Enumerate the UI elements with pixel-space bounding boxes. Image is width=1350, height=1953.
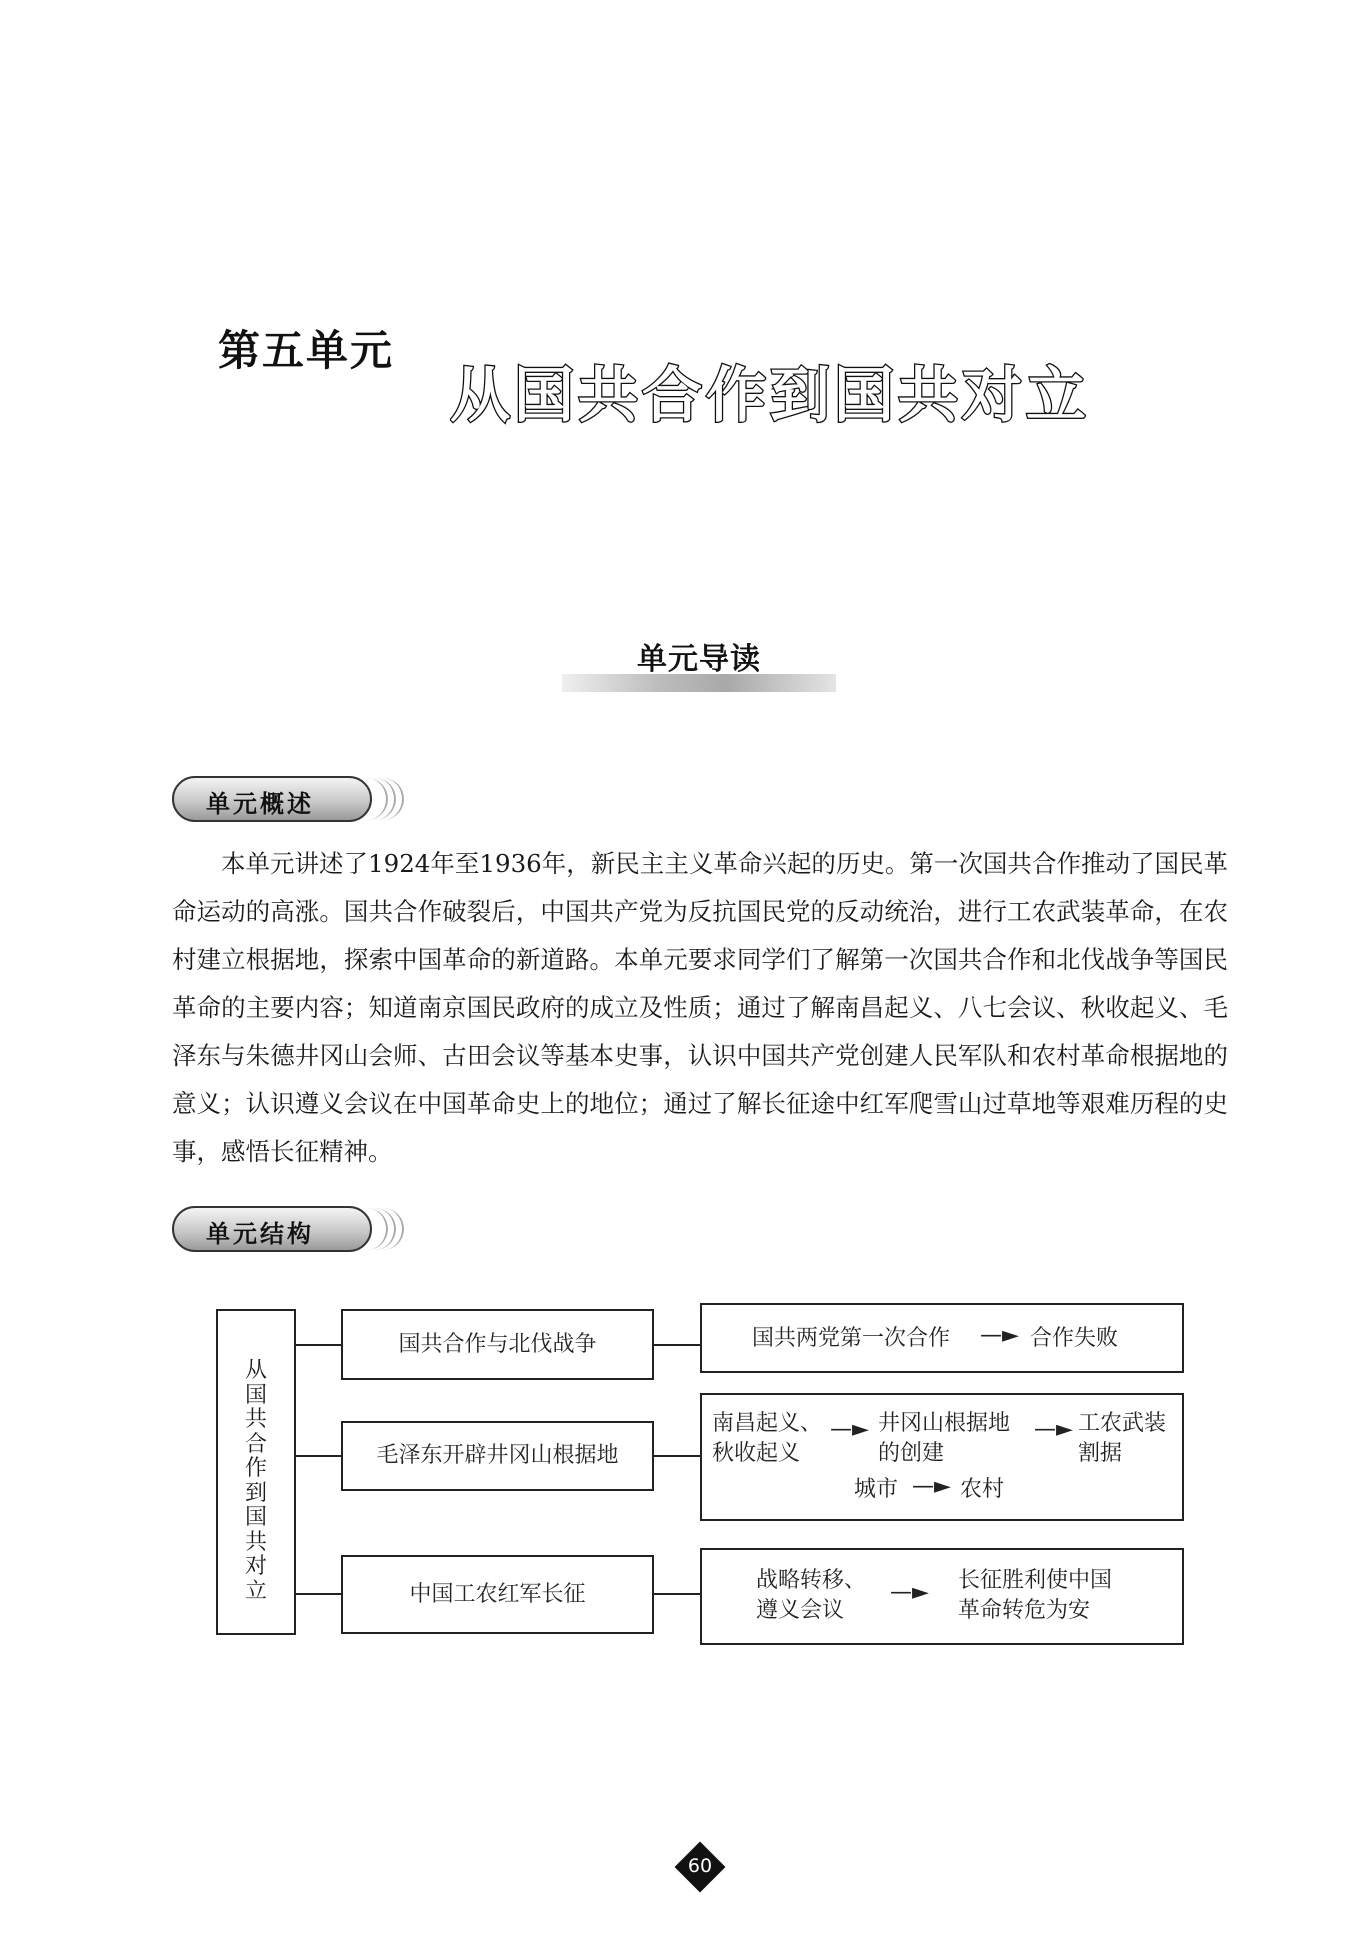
arrow-icon: —► (1034, 1417, 1073, 1442)
detail-step-2 (878, 1409, 1010, 1469)
branch-box-2 (341, 1421, 654, 1491)
page-number: 60 (687, 1855, 713, 1877)
overview-text (172, 840, 1228, 1176)
detail-line: 长征胜利使中国 (958, 1568, 1113, 1593)
arrow-icon: —► (980, 1323, 1019, 1348)
root-char: 合 (244, 1431, 267, 1457)
connector-line (654, 1344, 700, 1346)
connector-line (296, 1344, 342, 1346)
page-number-badge (676, 1843, 724, 1891)
structure-root-box (216, 1309, 296, 1635)
connector-line (654, 1455, 700, 1457)
structure-tab (172, 1206, 402, 1256)
detail-line: 遵义会议 (756, 1598, 845, 1623)
detail-line: 秋收起义 (712, 1441, 801, 1466)
detail-box-2 (700, 1393, 1184, 1521)
detail-line: 的创建 (878, 1441, 945, 1466)
overview-paragraph: 本单元讲述了1924年至1936年，新民主主义革命兴起的历史。第一次国共合作推动了国民革命运动的高涨。国共合作破裂后，中国共产党为反抗国民党的反动统治，进行工农武装革命，在农村建立根据地，探索中国革命的新道路。本单元要求同学们了解第一次国共合作和北伐战争等国民革命的主要内容；知道南京国民政府的成立及性质；通过了解南昌起义、八七会议、秋收起义、毛泽东与朱德井冈山会师、古田会议等基本史事，认识中国共产党创建人民军队和农村革命根据地的意义；认识遵义会议在中国革命史上的地位；通过了解长征途中红军爬雪山过草地等艰难历程的史事，感悟长征精神。 (172, 849, 1228, 1166)
connector-line (296, 1593, 342, 1595)
root-char: 国 (244, 1505, 267, 1530)
detail-line: 南昌起义、 (712, 1411, 823, 1436)
path-from: 城市 (854, 1477, 899, 1502)
branch-label: 中国工农红军长征 (409, 1581, 586, 1607)
detail-line: 工农武装 (1078, 1411, 1167, 1436)
branch-label: 国共合作与北伐战争 (398, 1331, 597, 1357)
unit-title-text: 从国共合作到国共对立 (450, 361, 1090, 431)
branch-label: 毛泽东开辟井冈山根据地 (376, 1443, 619, 1468)
structure-tab-label: 单元结构 (206, 1220, 314, 1248)
detail-to: 合作失败 (1030, 1326, 1119, 1351)
root-char: 对 (244, 1554, 267, 1579)
detail-line: 战略转移、 (756, 1568, 867, 1593)
detail-from: 国共两党第一次合作 (752, 1326, 951, 1351)
root-char: 立 (244, 1578, 267, 1604)
detail-from (756, 1566, 866, 1626)
arrow-icon: —► (912, 1474, 951, 1499)
arrow-icon: —► (830, 1417, 869, 1442)
structure-root-text (218, 1359, 294, 1604)
detail-step-3 (1078, 1409, 1166, 1469)
overview-tab (172, 776, 402, 826)
guide-heading-text: 单元导读 (637, 642, 761, 677)
connector-line (296, 1455, 342, 1457)
root-char: 作 (244, 1456, 267, 1481)
root-char: 共 (244, 1529, 267, 1555)
connector-line (654, 1593, 700, 1595)
detail-box-1 (700, 1303, 1184, 1373)
branch-box-1 (341, 1309, 654, 1380)
guide-heading (562, 634, 836, 694)
structure-tab-pill (172, 1206, 372, 1252)
tab-decoration (372, 778, 404, 820)
root-char: 从 (244, 1358, 267, 1383)
detail-line: 井冈山根据地 (878, 1411, 1011, 1436)
unit-number-label: 第五单元 (218, 326, 395, 375)
detail-to (958, 1566, 1112, 1626)
overview-tab-pill (172, 776, 372, 822)
arrow-icon: —► (890, 1580, 929, 1605)
unit-title (450, 350, 1130, 440)
overview-tab-label: 单元概述 (206, 790, 314, 818)
root-char: 共 (244, 1407, 267, 1432)
branch-box-3 (341, 1555, 654, 1634)
detail-step-1 (712, 1409, 822, 1469)
path-to: 农村 (960, 1477, 1005, 1502)
detail-line: 革命转危为安 (958, 1598, 1091, 1623)
detail-box-3 (700, 1548, 1184, 1645)
detail-line: 割据 (1078, 1441, 1123, 1466)
tab-decoration (372, 1208, 404, 1250)
root-char: 国 (244, 1382, 267, 1408)
root-char: 到 (244, 1480, 267, 1506)
